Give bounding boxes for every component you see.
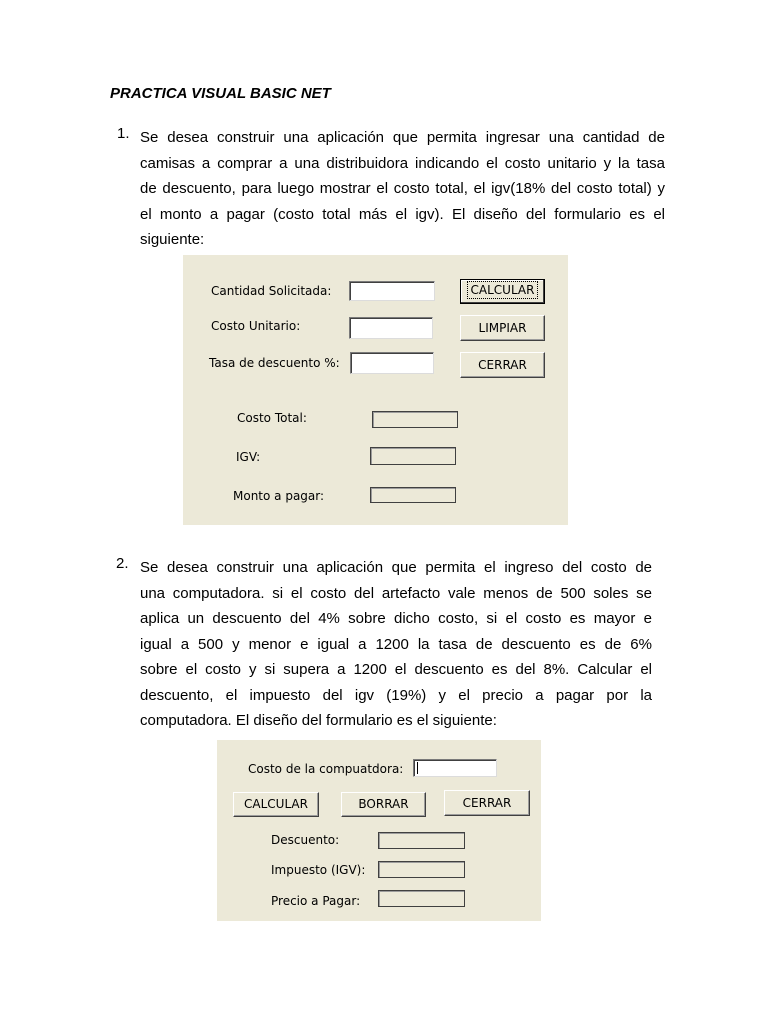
- calcular-button[interactable]: [460, 279, 545, 304]
- impuesto-label: Impuesto (IGV):: [271, 863, 366, 877]
- question-line: una computadora. si el costo del artefacto vale menos de 500 soles se: [140, 584, 652, 602]
- text-caret: [417, 762, 418, 774]
- calcular-button-label: CALCULAR: [244, 797, 308, 811]
- cerrar-button[interactable]: [460, 352, 545, 378]
- cerrar-button-label: CERRAR: [478, 358, 527, 372]
- cantidad-input[interactable]: [349, 281, 435, 301]
- form-camisas: [183, 255, 568, 525]
- monto-label: Monto a pagar:: [233, 489, 325, 503]
- costo-computadora-input[interactable]: [413, 759, 497, 777]
- page-title: PRACTICA VISUAL BASIC NET: [110, 85, 331, 102]
- question-line: siguiente:: [140, 231, 205, 248]
- question-number: 1.: [117, 125, 130, 142]
- igv-label: IGV:: [236, 450, 261, 464]
- costo-unitario-label: Costo Unitario:: [211, 319, 301, 333]
- question-text: [140, 555, 652, 734]
- descuento-output: [378, 832, 465, 849]
- limpiar-button-label: LIMPIAR: [478, 321, 527, 335]
- form-computadora: [217, 740, 541, 921]
- question-line: sobre el costo y si supera a 1200 el descuento es del 8%. Calcular el: [140, 661, 652, 678]
- question-line: aplica un descuento del 4% sobre dicho costo, si el costo es mayor e: [140, 610, 652, 627]
- question-text: [140, 125, 665, 253]
- question-line: Se desea construir una aplicación que permita el ingreso del costo de: [140, 559, 652, 576]
- impuesto-output: [378, 861, 465, 878]
- question-1: [0, 125, 768, 253]
- borrar-button-label: BORRAR: [358, 797, 409, 811]
- cerrar-button-label: CERRAR: [462, 796, 512, 810]
- costo-total-label: Costo Total:: [237, 411, 307, 425]
- cerrar-button[interactable]: [444, 790, 530, 816]
- igv-output: [370, 447, 456, 465]
- monto-output: [370, 487, 456, 503]
- borrar-button[interactable]: [341, 792, 426, 817]
- question-number: 2.: [116, 555, 129, 572]
- tasa-input[interactable]: [350, 352, 434, 374]
- costo-unitario-input[interactable]: [349, 317, 433, 339]
- question-line: computadora. El diseño del formulario es el siguiente:: [140, 712, 497, 729]
- descuento-label: Descuento:: [271, 833, 340, 847]
- precio-output: [378, 890, 465, 907]
- question-line: Se desea construir una aplicación que permita ingresar una cantidad de: [140, 129, 665, 146]
- precio-label: Precio a Pagar:: [271, 894, 361, 908]
- calcular-button[interactable]: [233, 792, 319, 817]
- question-2: [0, 555, 768, 735]
- costo-computadora-label: Costo de la compuatdora:: [248, 762, 404, 776]
- question-line: igual a 500 y menor e igual a 1200 la tasa de descuento es de 6%: [140, 635, 652, 653]
- calcular-button-label: CALCULAR: [470, 283, 535, 297]
- question-line: de descuento, para luego mostrar el costo total, el igv(18% del costo total) y: [140, 180, 665, 197]
- question-line: descuento, el impuesto del igv (19%) y el precio a pagar por la: [140, 686, 652, 704]
- cantidad-label: Cantidad Solicitada:: [211, 284, 332, 298]
- costo-total-output: [372, 411, 458, 428]
- limpiar-button[interactable]: [460, 315, 545, 341]
- question-line: el monto a pagar (costo total más el igv). El diseño del formulario es el: [140, 205, 665, 223]
- question-line: camisas a comprar a una distribuidora indicando el costo unitario y la tasa: [140, 154, 665, 172]
- tasa-label: Tasa de descuento %:: [209, 356, 340, 370]
